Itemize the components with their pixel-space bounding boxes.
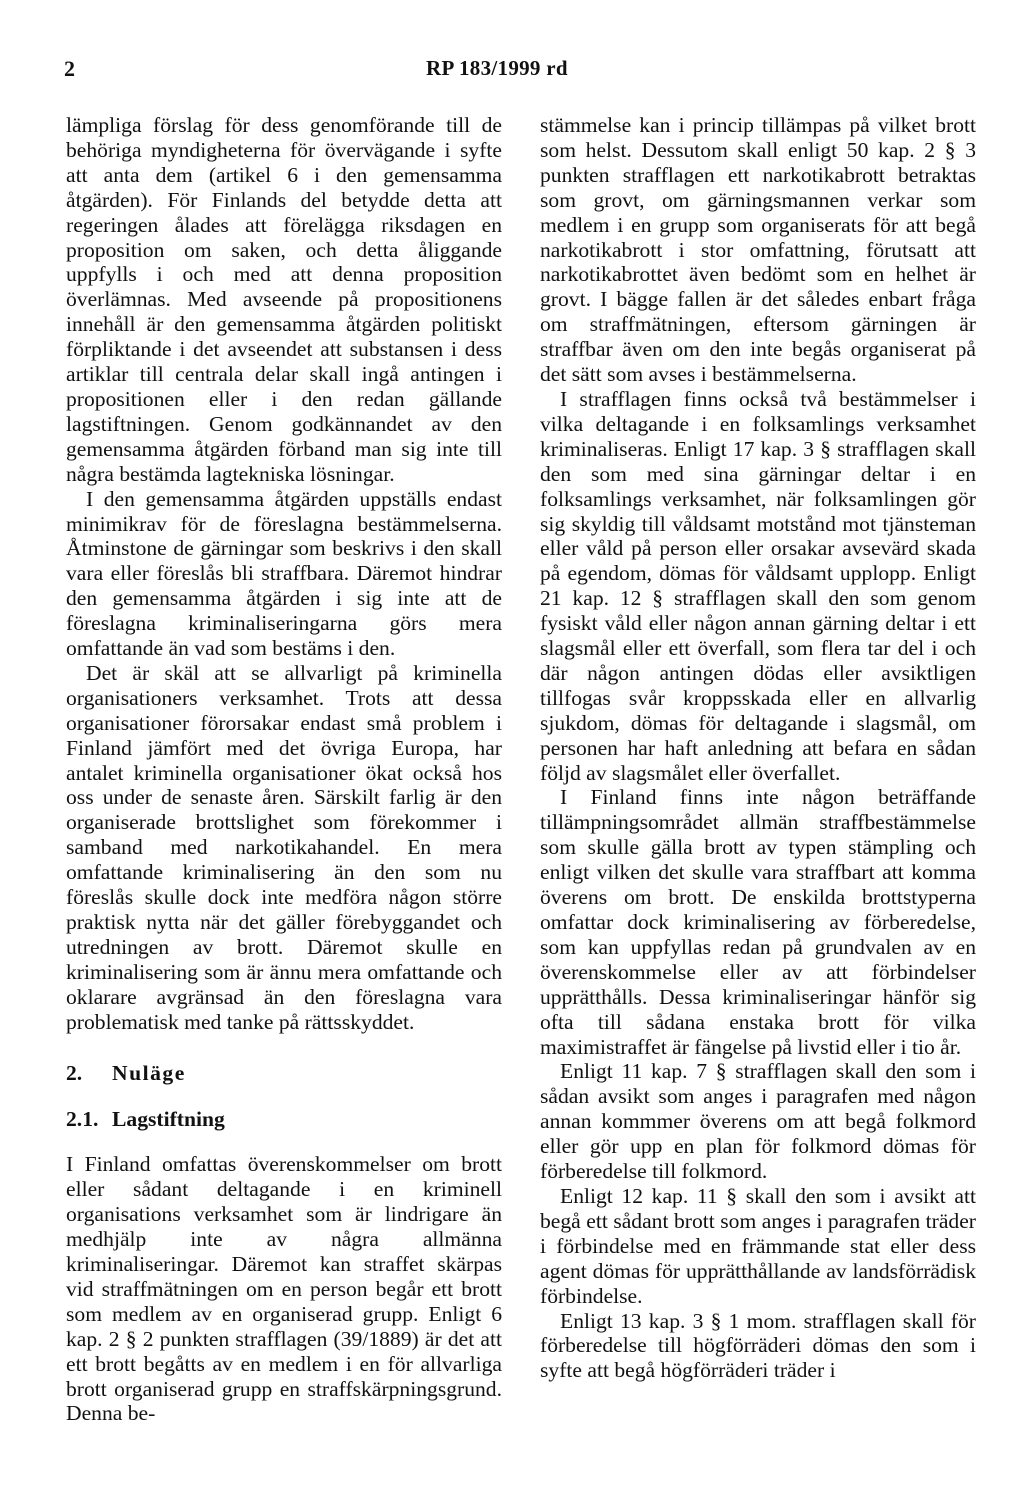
section-number: 2. — [66, 1060, 83, 1085]
subsection-heading — [66, 1107, 502, 1132]
left-column — [66, 113, 502, 1426]
paragraph: Det är skäl att se allvarligt på kriminella organisationers verksamhet. Trots att dessa organisationer förorsakar endast små problem i Finland jämfört med det övriga Europa, har antalet kriminella organisationer ökat också hos oss under de senaste åren. Särskilt farlig är den organiserade brottslighet som förekommer i samband med narkotikahandel. En mera omfattande kriminalisering än den som nu föreslås skulle dock inte medföra någon större praktisk nytta när det gäller förebyggandet och utredningen av brott. Däremot skulle en kriminalisering som är ännu mera omfattande och oklarare avgränsad än den föreslagna vara problematisk med tanke på rättsskyddet. — [66, 660, 502, 1034]
paragraph: Enligt 12 kap. 11 § skall den som i avsikt att begå ett sådant brott som anges i paragrafen träder i förbindelse med en främmande stat eller dess agent dömas för upprätthållande av landsförrädisk förbindelse. — [540, 1183, 976, 1308]
paragraph: I strafflagen finns också två bestämmelser i vilka deltagande i en folksamlings verksamhet kriminaliseras. Enligt 17 kap. 3 § strafflagen skall den som med sina gärningar deltar i en folksamlings verksamhet, när folksamlingen gör sig skyldig till våldsamt motstånd mot tjänsteman eller våld på person eller orsakar avsevärd skada på egendom, dömas för våldsamt upplopp. Enligt 21 kap. 12 § strafflagen skall den som genom fysiskt våld eller någon annan gärning deltar i ett slagsmål eller ett överfall, som flera tar del i och där någon antingen dödas eller avsiktligen tillfogas svår kroppsskada eller en allvarlig sjukdom, dömas för deltagande i slagsmål, om personen har haft anledning att befara en sådan följd av slagsmålet eller överfallet. — [540, 386, 976, 785]
paragraph: lämpliga förslag för dess genomförande till de behöriga myndigheterna för övervägande i syfte att anta dem (artikel 6 i den gemensamma åtgärden). För Finlands del betydde detta att regeringen ålades att förelägga riksdagen en proposition om saken, och detta åliggande uppfylls i och med att denna proposition överlämnas. Med avseende på propositionens innehåll är den gemensamma åtgärden politiskt förpliktande i det avseendet att substansen i dess artiklar till centrala delar skall ingå antingen i propositionen eller i den redan gällande lagstiftningen. Genom godkännandet av den gemensamma åtgärden förband man sig inte till några bestämda lagtekniska lösningar. — [66, 113, 502, 486]
paragraph: I Finland omfattas överenskommelser om brott eller sådant deltagande i en kriminell organisations verksamhet som är lindrigare än medhjälp inte av några allmänna kriminaliseringar. Däremot kan straffet skärpas vid straffmätningen om en person begår ett brott som medlem av en organiserad grupp. Enligt 6 kap. 2 § 2 punkten strafflagen (39/1889) är det att ett brott begåtts av en medlem i en för allvarliga brott organiserad grupp en straffskärpningsgrund. Denna be- — [66, 1152, 502, 1426]
paragraph: Enligt 13 kap. 3 § 1 mom. strafflagen skall för förberedelse till högförräderi dömas den som i syfte att begå högförräderi träder i — [540, 1308, 976, 1383]
paragraph: I Finland finns inte någon beträffande tillämpningsområdet allmän straffbestämmelse som skulle gälla brott av typen stämpling och enligt vilken det skulle vara straffbart att komma överens om brott. De enskilda brottstyperna omfattar dock kriminalisering av förberedelse, som kan uppfyllas redan på grundvalen av en överenskommelse eller av att förbindelser upprätthålls. Dessa kriminaliseringar hänför sig ofta till sådana enstaka brott för vilka maximistraffet är fängelse på livstid eller i tio år. — [540, 785, 976, 1059]
section-heading — [66, 1061, 502, 1086]
subsection-title: Lagstiftning — [112, 1107, 225, 1132]
subsection-number: 2.1. — [66, 1107, 99, 1132]
paragraph: I den gemensamma åtgärden uppställs endast minimikrav för de föreslagna bestämmelserna. Åtminstone de gärningar som beskrivs i den skall vara eller föreslås bli straffbara. Däremot hindrar den gemensamma åtgärden i sig inte att de föreslagna kriminaliseringarna görs mera omfattande än vad som bestäms i den. — [66, 486, 502, 661]
right-column — [540, 113, 976, 1383]
page-number: 2 — [64, 56, 76, 81]
paragraph: stämmelse kan i princip tillämpas på vilket brott som helst. Dessutom skall enligt 50 kap. 2 § 3 punkten strafflagen ett narkotikabrott betraktas som grovt, om gärningsmannen verkar som medlem i en grupp som organiserats för att begå narkotikabrott i stor omfattning, förutsatt att narkotikabrottet även bedömt som en helhet är grovt. I bägge fallen är det således enbart fråga om straffmätningen, eftersom gärningen är straffbar även om den inte begås organiserat på det sätt som avses i bestämmelserna. — [540, 113, 976, 387]
section-title: Nuläge — [112, 1060, 186, 1085]
paragraph: Enligt 11 kap. 7 § strafflagen skall den som i sådan avsikt som anges i paragrafen med någon annan kommmer överens om att begå folkmord eller gör upp en plan för folkmord dömas för förberedelse till folkmord. — [540, 1059, 976, 1184]
running-head: RP 183/1999 rd — [426, 56, 568, 80]
